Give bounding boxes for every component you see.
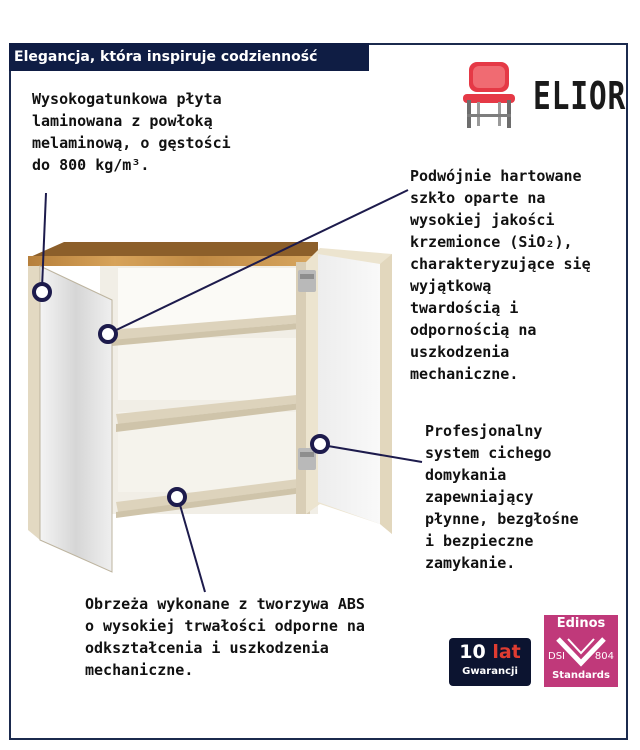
warranty-label: Gwarancji	[462, 666, 518, 677]
banner-title: Elegancja, która inspiruje codzienność	[9, 43, 369, 71]
marker-glass	[100, 326, 116, 342]
right-mirror-door	[306, 248, 392, 534]
left-mirror-door	[28, 266, 112, 572]
hinge-top	[298, 270, 316, 292]
warranty-badge	[449, 638, 531, 686]
edinos-badge	[544, 615, 618, 687]
brand-name: ELIOR	[533, 74, 627, 118]
marker-hinge	[312, 436, 328, 452]
edinos-title: Edinos	[556, 616, 606, 631]
glass-description: Podwójnie hartowane szkło oparte na wysokiej jakości krzemionce (SiO₂), charakteryzujące się wyjątkową twardością i odpornością na uszkodzenia mechaniczne.	[410, 167, 591, 383]
edinos-standards: Standards	[552, 670, 610, 681]
hinge-description: Profesjonalny system cichego domykania zapewniający płynne, bezgłośne i bezpieczne zamykanie.	[425, 422, 579, 572]
warranty-number: 10 lat	[459, 641, 521, 663]
edinos-code: 804	[594, 651, 614, 662]
cabinet-body	[100, 262, 318, 518]
edinos-dsi: DSI	[548, 651, 565, 662]
marker-edge	[169, 489, 185, 505]
edge-description: Obrzeża wykonane z tworzywa ABS o wysokiej trwałości odporne na odkształcenia i uszkodzenia mechaniczne.	[85, 595, 365, 679]
board-description: Wysokogatunkowa płyta laminowana z powłoką melaminową, o gęstości do 800 kg/m³.	[32, 90, 231, 174]
marker-board	[34, 284, 50, 300]
